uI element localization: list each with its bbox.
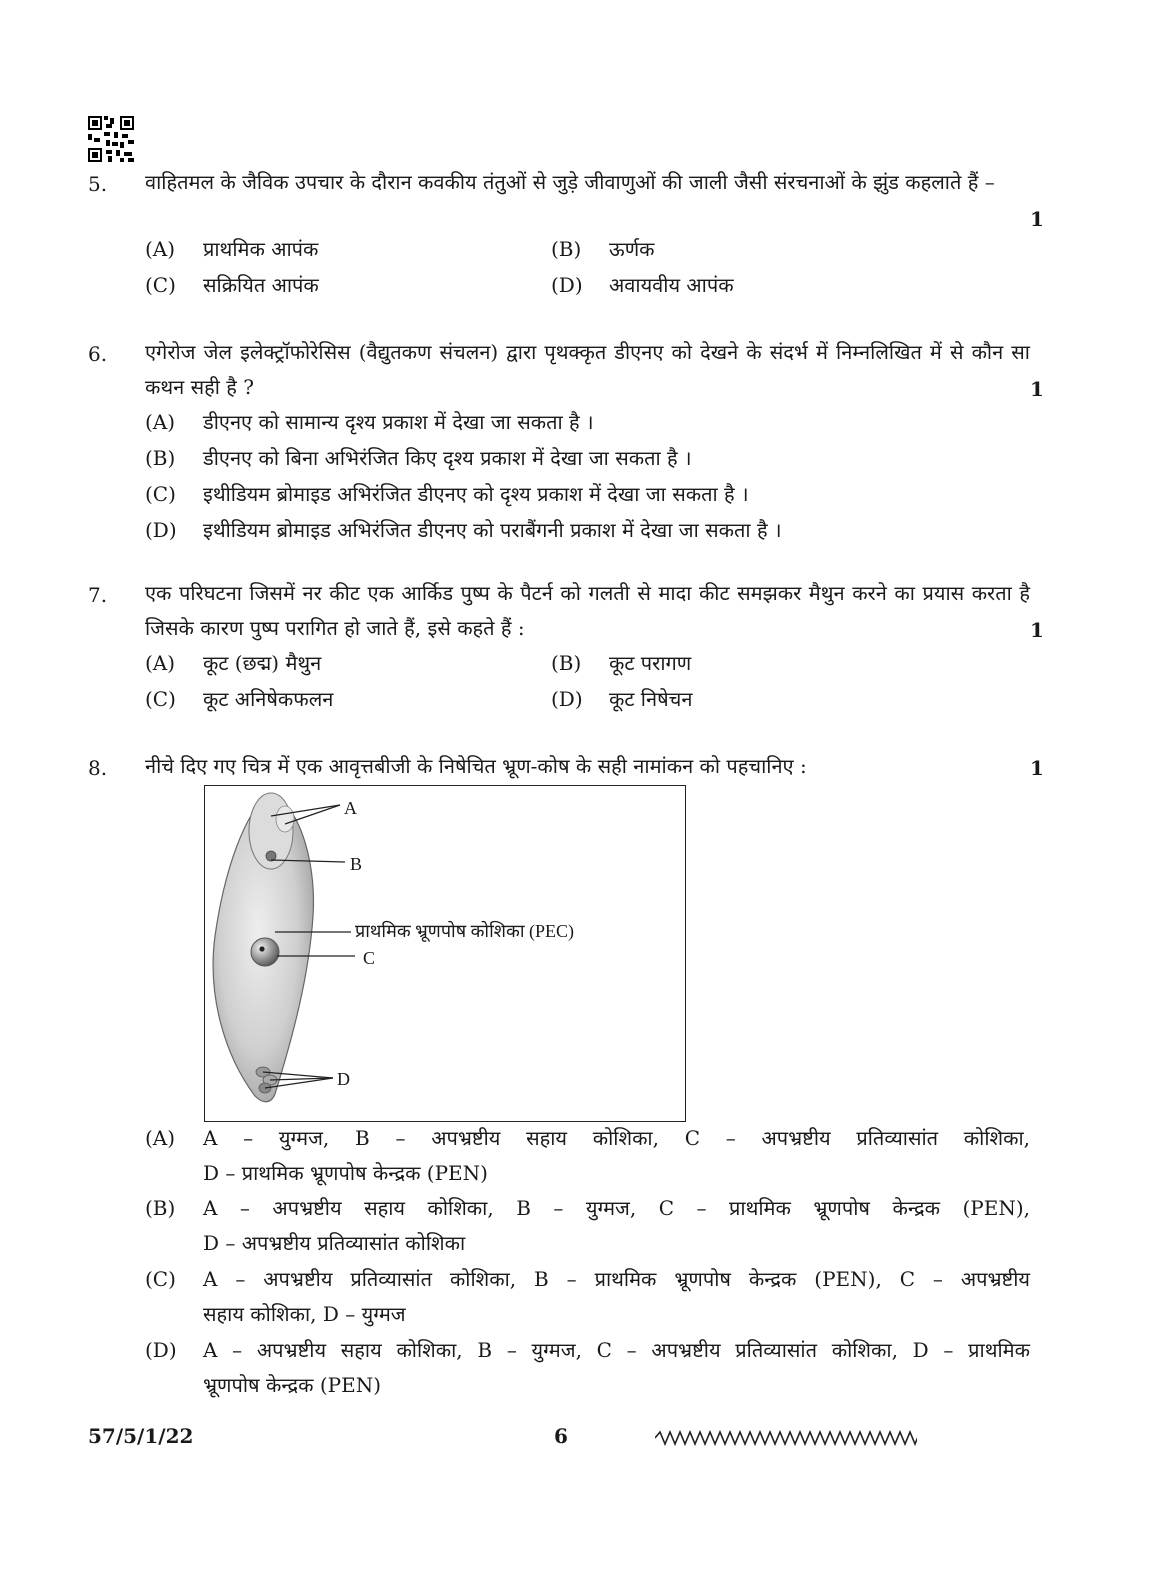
option-label: (C) xyxy=(145,687,176,711)
option-label: (A) xyxy=(145,237,176,261)
option-label: (B) xyxy=(551,237,582,261)
question-number: 6. xyxy=(88,342,108,366)
question-marks: 1 xyxy=(1030,377,1044,401)
option-label: (D) xyxy=(145,1338,177,1362)
option-label: (C) xyxy=(145,273,176,297)
page-number: 6 xyxy=(554,1424,568,1448)
question-marks: 1 xyxy=(1030,207,1044,231)
option-label: (D) xyxy=(551,273,583,297)
option-text: डीएनए को बिना अभिरंजित किए दृश्य प्रकाश में देखा जा सकता है । xyxy=(203,446,692,470)
option-label: (C) xyxy=(145,1267,176,1291)
option-text: कूट परागण xyxy=(609,651,692,675)
option-label: (A) xyxy=(145,410,176,434)
qr-code xyxy=(88,116,134,162)
option-label: (B) xyxy=(145,446,176,470)
option-text: कूट (छद्म) मैथुन xyxy=(203,651,322,675)
option-text-line-2: सहाय कोशिका, D – युग्मज xyxy=(203,1302,406,1326)
paper-code: 57/5/1/22 xyxy=(88,1424,194,1448)
option-text: ऊर्णक xyxy=(609,237,655,261)
option-text-line-1: A – अपभ्रष्टीय प्रतिव्यासांत कोशिका, B – प्राथमिक भ्रूणपोष केन्द्रक (PEN), C – अपभ्रष्टीय xyxy=(203,1267,1030,1291)
label-b: B xyxy=(350,854,363,874)
option-label: (B) xyxy=(145,1196,176,1220)
option-text-line-2: D – प्राथमिक भ्रूणपोष केन्द्रक (PEN) xyxy=(203,1161,488,1185)
question-number: 8. xyxy=(88,756,108,780)
option-text: डीएनए को सामान्य दृश्य प्रकाश में देखा जा सकता है । xyxy=(203,410,594,434)
option-text-line-2: भ्रूणपोष केन्द्रक (PEN) xyxy=(203,1373,382,1397)
option-text: सक्रियित आपंक xyxy=(203,273,319,297)
question-marks: 1 xyxy=(1030,618,1044,642)
option-text-line-1: A – अपभ्रष्टीय सहाय कोशिका, B – युग्मज, C – प्राथमिक भ्रूणपोष केन्द्रक (PEN), xyxy=(203,1196,1030,1220)
option-label: (A) xyxy=(145,651,176,675)
option-label: (B) xyxy=(551,651,582,675)
question-marks: 1 xyxy=(1030,756,1044,780)
option-text-line-1: A – युग्मज, B – अपभ्रष्टीय सहाय कोशिका, C – अपभ्रष्टीय प्रतिव्यासांत कोशिका, xyxy=(203,1126,1030,1150)
question-number: 7. xyxy=(88,583,108,607)
option-label: (A) xyxy=(145,1126,176,1150)
question-text: वाहितमल के जैविक उपचार के दौरान कवकीय तंतुओं से जुड़े जीवाणुओं की जाली जैसी संरचनाओं के झुंड कहलाते हैं – xyxy=(145,170,995,194)
option-text: प्राथमिक आपंक xyxy=(203,237,319,261)
option-text-line-1: A – अपभ्रष्टीय सहाय कोशिका, B – युग्मज, C – अपभ्रष्टीय प्रतिव्यासांत कोशिका, D – प्राथमिक xyxy=(203,1338,1030,1362)
embryo-sac-diagram xyxy=(205,786,685,1121)
synergid-cell xyxy=(276,806,294,832)
label-pec: प्राथमिक भ्रूणपोष कोशिका (PEC) xyxy=(355,921,574,941)
question-text: एक परिघटना जिसमें नर कीट एक आर्किड पुष्प के पैटर्न को गलती से मादा कीट समझकर मैथुन करने का प्रयास करता है जिसके कारण पुष्प परागित हो जाते हैं, इसे कहते हैं : xyxy=(145,581,1030,640)
option-text: अवायवीय आपंक xyxy=(609,273,734,297)
option-text: कूट निषेचन xyxy=(609,687,693,711)
option-text: इथीडियम ब्रोमाइड अभिरंजित डीएनए को पराबैंगनी प्रकाश में देखा जा सकता है । xyxy=(203,518,782,542)
label-c: C xyxy=(363,948,376,968)
question-number: 5. xyxy=(88,172,108,196)
pen-nucleolus xyxy=(259,946,264,951)
label-a: A xyxy=(344,798,357,818)
option-label: (D) xyxy=(145,518,177,542)
embryo-sac-figure xyxy=(204,785,686,1122)
pen-nucleus xyxy=(251,938,279,966)
option-text: कूट अनिषेकफलन xyxy=(203,687,334,711)
option-text: इथीडियम ब्रोमाइड अभिरंजित डीएनए को दृश्य प्रकाश में देखा जा सकता है । xyxy=(203,482,749,506)
question-text: नीचे दिए गए चित्र में एक आवृत्तबीजी के निषेचित भ्रूण-कोष के सही नामांकन को पहचानिए : xyxy=(145,754,807,778)
option-text-line-2: D – अपभ्रष्टीय प्रतिव्यासांत कोशिका xyxy=(203,1231,466,1255)
option-label: (C) xyxy=(145,482,176,506)
wavy-line-decoration xyxy=(655,1428,917,1448)
option-label: (D) xyxy=(551,687,583,711)
label-d: D xyxy=(337,1069,350,1089)
question-text: एगेरोज जेल इलेक्ट्रॉफोरेसिस (वैद्युतकण संचलन) द्वारा पृथक्कृत डीएनए को देखने के संदर्भ में निम्नलिखित में से कौन सा कथन सही है ? xyxy=(145,340,1030,399)
